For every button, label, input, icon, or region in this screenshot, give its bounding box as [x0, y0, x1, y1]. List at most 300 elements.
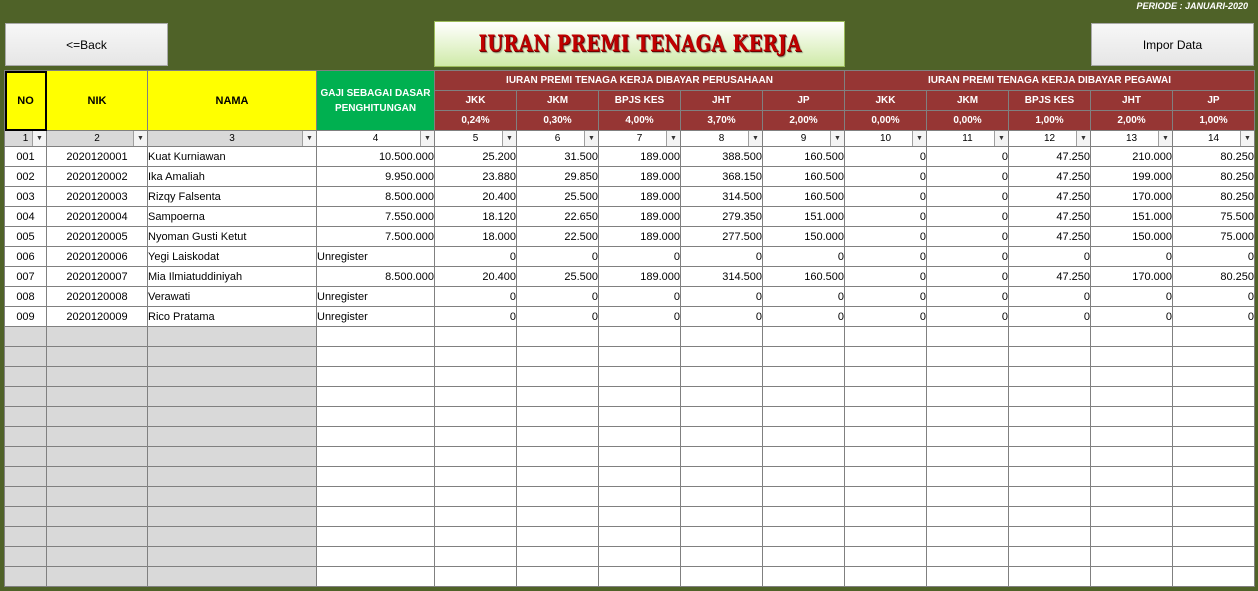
table-cell[interactable]: 80.250 [1173, 147, 1255, 167]
empty-cell[interactable] [1173, 567, 1255, 587]
empty-cell[interactable] [599, 427, 681, 447]
empty-cell[interactable] [47, 447, 148, 467]
empty-cell[interactable] [927, 567, 1009, 587]
filter-dropdown-icon[interactable]: ▼ [502, 131, 516, 146]
table-cell[interactable]: 002 [5, 167, 47, 187]
table-cell[interactable]: 008 [5, 287, 47, 307]
table-cell[interactable]: 47.250 [1009, 187, 1091, 207]
table-cell[interactable]: 199.000 [1091, 167, 1173, 187]
table-cell[interactable]: Sampoerna [148, 207, 317, 227]
table-cell[interactable]: 29.850 [517, 167, 599, 187]
empty-cell[interactable] [47, 427, 148, 447]
empty-cell[interactable] [317, 547, 435, 567]
empty-cell[interactable] [435, 327, 517, 347]
empty-cell[interactable] [763, 347, 845, 367]
empty-cell[interactable] [435, 447, 517, 467]
header-pegawai-col-0[interactable]: JKK [845, 91, 927, 111]
empty-cell[interactable] [517, 487, 599, 507]
empty-cell[interactable] [599, 327, 681, 347]
empty-cell[interactable] [148, 327, 317, 347]
table-cell[interactable]: 20.400 [435, 267, 517, 287]
table-cell[interactable]: 0 [845, 187, 927, 207]
empty-cell[interactable] [763, 427, 845, 447]
empty-cell[interactable] [148, 347, 317, 367]
table-cell[interactable]: Yegi Laiskodat [148, 247, 317, 267]
table-cell[interactable]: 23.880 [435, 167, 517, 187]
empty-cell[interactable] [763, 467, 845, 487]
table-cell[interactable]: 75.000 [1173, 227, 1255, 247]
empty-cell[interactable] [599, 407, 681, 427]
empty-cell[interactable] [763, 487, 845, 507]
empty-cell[interactable] [927, 407, 1009, 427]
empty-cell[interactable] [927, 427, 1009, 447]
empty-cell[interactable] [148, 507, 317, 527]
header-pegawai-rate-4[interactable]: 1,00% [1173, 111, 1255, 131]
filter-dropdown-icon[interactable]: ▼ [32, 131, 46, 146]
empty-cell[interactable] [47, 327, 148, 347]
empty-cell[interactable] [599, 507, 681, 527]
empty-cell[interactable] [599, 447, 681, 467]
table-cell[interactable]: 150.000 [1091, 227, 1173, 247]
table-cell[interactable]: 47.250 [1009, 227, 1091, 247]
table-cell[interactable]: 160.500 [763, 147, 845, 167]
empty-cell[interactable] [1091, 407, 1173, 427]
header-perusahaan-rate-4[interactable]: 2,00% [763, 111, 845, 131]
table-cell[interactable]: 314.500 [681, 267, 763, 287]
table-cell[interactable]: 0 [845, 227, 927, 247]
empty-cell[interactable] [763, 507, 845, 527]
empty-cell[interactable] [927, 467, 1009, 487]
table-cell[interactable]: 0 [517, 307, 599, 327]
table-cell[interactable]: 0 [763, 307, 845, 327]
empty-cell[interactable] [1091, 507, 1173, 527]
table-cell[interactable]: 0 [845, 247, 927, 267]
empty-cell[interactable] [517, 547, 599, 567]
header-pegawai-rate-1[interactable]: 0,00% [927, 111, 1009, 131]
empty-cell[interactable] [927, 487, 1009, 507]
empty-cell[interactable] [1173, 387, 1255, 407]
table-cell[interactable]: 0 [1091, 247, 1173, 267]
table-cell[interactable]: 150.000 [763, 227, 845, 247]
empty-cell[interactable] [517, 427, 599, 447]
table-cell[interactable]: 279.350 [681, 207, 763, 227]
empty-cell[interactable] [1173, 507, 1255, 527]
table-cell[interactable]: 22.500 [517, 227, 599, 247]
empty-cell[interactable] [845, 507, 927, 527]
table-cell[interactable]: 0 [927, 247, 1009, 267]
table-cell[interactable]: 160.500 [763, 167, 845, 187]
empty-cell[interactable] [681, 567, 763, 587]
table-cell[interactable]: 0 [681, 287, 763, 307]
table-cell[interactable]: 0 [517, 247, 599, 267]
table-cell[interactable]: 22.650 [517, 207, 599, 227]
header-nik[interactable]: NIK [47, 71, 148, 131]
table-cell[interactable]: 80.250 [1173, 167, 1255, 187]
table-cell[interactable]: 0 [927, 207, 1009, 227]
table-cell[interactable]: Rizqy Falsenta [148, 187, 317, 207]
header-perusahaan-col-4[interactable]: JP [763, 91, 845, 111]
empty-cell[interactable] [5, 547, 47, 567]
table-cell[interactable]: 005 [5, 227, 47, 247]
table-cell[interactable]: 0 [435, 287, 517, 307]
empty-cell[interactable] [5, 367, 47, 387]
empty-cell[interactable] [148, 427, 317, 447]
empty-cell[interactable] [681, 467, 763, 487]
empty-cell[interactable] [5, 387, 47, 407]
empty-cell[interactable] [681, 487, 763, 507]
empty-cell[interactable] [148, 407, 317, 427]
table-cell[interactable]: 2020120001 [47, 147, 148, 167]
table-cell[interactable]: 2020120008 [47, 287, 148, 307]
empty-cell[interactable] [5, 507, 47, 527]
header-perusahaan-col-0[interactable]: JKK [435, 91, 517, 111]
empty-cell[interactable] [599, 547, 681, 567]
table-cell[interactable]: Mia Ilmiatuddiniyah [148, 267, 317, 287]
empty-cell[interactable] [763, 527, 845, 547]
empty-cell[interactable] [681, 447, 763, 467]
table-cell[interactable]: 0 [763, 247, 845, 267]
empty-cell[interactable] [763, 367, 845, 387]
table-cell[interactable]: 80.250 [1173, 267, 1255, 287]
header-no[interactable]: NO [5, 71, 47, 131]
empty-cell[interactable] [1009, 487, 1091, 507]
empty-cell[interactable] [681, 387, 763, 407]
table-cell[interactable]: 2020120005 [47, 227, 148, 247]
table-cell[interactable]: Unregister [317, 247, 435, 267]
table-cell[interactable]: 151.000 [763, 207, 845, 227]
empty-cell[interactable] [317, 567, 435, 587]
empty-cell[interactable] [317, 347, 435, 367]
empty-cell[interactable] [47, 407, 148, 427]
empty-cell[interactable] [681, 367, 763, 387]
table-cell[interactable]: 8.500.000 [317, 267, 435, 287]
filter-dropdown-icon[interactable]: ▼ [912, 131, 926, 146]
empty-cell[interactable] [5, 527, 47, 547]
empty-cell[interactable] [927, 387, 1009, 407]
empty-cell[interactable] [1091, 527, 1173, 547]
table-cell[interactable]: 2020120004 [47, 207, 148, 227]
empty-cell[interactable] [47, 367, 148, 387]
empty-cell[interactable] [1173, 327, 1255, 347]
empty-cell[interactable] [435, 407, 517, 427]
back-button[interactable]: <=Back [5, 23, 168, 66]
table-cell[interactable]: 0 [681, 307, 763, 327]
empty-cell[interactable] [1091, 447, 1173, 467]
table-cell[interactable]: 277.500 [681, 227, 763, 247]
empty-cell[interactable] [599, 567, 681, 587]
filter-dropdown-icon[interactable]: ▼ [748, 131, 762, 146]
empty-cell[interactable] [5, 407, 47, 427]
header-perusahaan-col-1[interactable]: JKM [517, 91, 599, 111]
empty-cell[interactable] [845, 327, 927, 347]
empty-cell[interactable] [763, 387, 845, 407]
empty-cell[interactable] [1009, 567, 1091, 587]
empty-cell[interactable] [317, 507, 435, 527]
empty-cell[interactable] [47, 487, 148, 507]
table-cell[interactable]: 170.000 [1091, 187, 1173, 207]
empty-cell[interactable] [1173, 527, 1255, 547]
table-cell[interactable]: 0 [599, 287, 681, 307]
empty-cell[interactable] [1009, 507, 1091, 527]
empty-cell[interactable] [845, 367, 927, 387]
table-cell[interactable]: 8.500.000 [317, 187, 435, 207]
table-cell[interactable]: 0 [599, 247, 681, 267]
filter-dropdown-icon[interactable]: ▼ [302, 131, 316, 146]
empty-cell[interactable] [599, 467, 681, 487]
empty-cell[interactable] [148, 387, 317, 407]
empty-cell[interactable] [1091, 547, 1173, 567]
empty-cell[interactable] [1009, 347, 1091, 367]
table-cell[interactable]: 189.000 [599, 147, 681, 167]
table-cell[interactable]: 170.000 [1091, 267, 1173, 287]
header-pegawai-col-3[interactable]: JHT [1091, 91, 1173, 111]
empty-cell[interactable] [845, 387, 927, 407]
table-cell[interactable]: 2020120009 [47, 307, 148, 327]
empty-cell[interactable] [1091, 347, 1173, 367]
empty-cell[interactable] [1009, 327, 1091, 347]
empty-cell[interactable] [47, 387, 148, 407]
empty-cell[interactable] [681, 507, 763, 527]
table-cell[interactable]: Rico Pratama [148, 307, 317, 327]
empty-cell[interactable] [435, 487, 517, 507]
filter-dropdown-icon[interactable]: ▼ [584, 131, 598, 146]
empty-cell[interactable] [435, 367, 517, 387]
table-cell[interactable]: 0 [599, 307, 681, 327]
table-cell[interactable]: 47.250 [1009, 267, 1091, 287]
empty-cell[interactable] [681, 427, 763, 447]
table-cell[interactable]: 210.000 [1091, 147, 1173, 167]
empty-cell[interactable] [845, 487, 927, 507]
empty-cell[interactable] [47, 347, 148, 367]
empty-cell[interactable] [317, 367, 435, 387]
table-cell[interactable]: 25.200 [435, 147, 517, 167]
empty-cell[interactable] [148, 467, 317, 487]
table-cell[interactable]: 2020120002 [47, 167, 148, 187]
empty-cell[interactable] [317, 387, 435, 407]
table-cell[interactable]: 0 [927, 267, 1009, 287]
empty-cell[interactable] [517, 407, 599, 427]
table-cell[interactable]: 0 [927, 167, 1009, 187]
table-cell[interactable]: 151.000 [1091, 207, 1173, 227]
empty-cell[interactable] [763, 407, 845, 427]
empty-cell[interactable] [1009, 467, 1091, 487]
table-cell[interactable]: 2020120006 [47, 247, 148, 267]
table-cell[interactable]: 0 [845, 307, 927, 327]
table-cell[interactable]: 47.250 [1009, 167, 1091, 187]
table-cell[interactable]: 18.120 [435, 207, 517, 227]
empty-cell[interactable] [435, 467, 517, 487]
empty-cell[interactable] [435, 507, 517, 527]
header-perusahaan-col-2[interactable]: BPJS KES [599, 91, 681, 111]
table-cell[interactable]: 0 [435, 307, 517, 327]
table-cell[interactable]: 001 [5, 147, 47, 167]
header-pegawai-col-1[interactable]: JKM [927, 91, 1009, 111]
table-cell[interactable]: 0 [1009, 307, 1091, 327]
table-cell[interactable]: 189.000 [599, 167, 681, 187]
empty-cell[interactable] [5, 447, 47, 467]
table-cell[interactable]: 20.400 [435, 187, 517, 207]
empty-cell[interactable] [599, 387, 681, 407]
header-pegawai-col-2[interactable]: BPJS KES [1009, 91, 1091, 111]
table-cell[interactable]: 0 [845, 167, 927, 187]
empty-cell[interactable] [927, 327, 1009, 347]
empty-cell[interactable] [5, 347, 47, 367]
empty-cell[interactable] [1091, 387, 1173, 407]
empty-cell[interactable] [1173, 467, 1255, 487]
empty-cell[interactable] [5, 327, 47, 347]
empty-cell[interactable] [435, 387, 517, 407]
table-cell[interactable]: 47.250 [1009, 147, 1091, 167]
empty-cell[interactable] [1091, 327, 1173, 347]
empty-cell[interactable] [763, 547, 845, 567]
empty-cell[interactable] [435, 547, 517, 567]
empty-cell[interactable] [1173, 347, 1255, 367]
table-cell[interactable]: 0 [1091, 307, 1173, 327]
empty-cell[interactable] [47, 547, 148, 567]
header-pegawai[interactable]: IURAN PREMI TENAGA KERJA DIBAYAR PEGAWAI [845, 71, 1255, 91]
empty-cell[interactable] [517, 367, 599, 387]
empty-cell[interactable] [148, 447, 317, 467]
empty-cell[interactable] [927, 367, 1009, 387]
empty-cell[interactable] [148, 547, 317, 567]
empty-cell[interactable] [148, 487, 317, 507]
empty-cell[interactable] [845, 527, 927, 547]
empty-cell[interactable] [845, 547, 927, 567]
table-cell[interactable]: 9.950.000 [317, 167, 435, 187]
filter-dropdown-icon[interactable]: ▼ [994, 131, 1008, 146]
header-perusahaan-rate-0[interactable]: 0,24% [435, 111, 517, 131]
empty-cell[interactable] [681, 547, 763, 567]
empty-cell[interactable] [599, 347, 681, 367]
empty-cell[interactable] [845, 347, 927, 367]
empty-cell[interactable] [5, 427, 47, 447]
table-cell[interactable]: 388.500 [681, 147, 763, 167]
table-cell[interactable]: 0 [1173, 307, 1255, 327]
empty-cell[interactable] [435, 427, 517, 447]
table-cell[interactable]: 0 [927, 147, 1009, 167]
table-cell[interactable]: 0 [763, 287, 845, 307]
filter-dropdown-icon[interactable]: ▼ [1158, 131, 1172, 146]
empty-cell[interactable] [517, 567, 599, 587]
empty-cell[interactable] [1009, 367, 1091, 387]
table-cell[interactable]: 0 [1009, 287, 1091, 307]
table-cell[interactable]: 0 [927, 287, 1009, 307]
table-cell[interactable]: 314.500 [681, 187, 763, 207]
table-cell[interactable]: 368.150 [681, 167, 763, 187]
empty-cell[interactable] [435, 347, 517, 367]
empty-cell[interactable] [1009, 447, 1091, 467]
table-cell[interactable]: 0 [1009, 247, 1091, 267]
empty-cell[interactable] [763, 327, 845, 347]
empty-cell[interactable] [599, 527, 681, 547]
empty-cell[interactable] [517, 387, 599, 407]
empty-cell[interactable] [148, 527, 317, 547]
empty-cell[interactable] [1173, 447, 1255, 467]
empty-cell[interactable] [317, 427, 435, 447]
empty-cell[interactable] [317, 487, 435, 507]
table-cell[interactable]: 0 [927, 307, 1009, 327]
empty-cell[interactable] [517, 447, 599, 467]
empty-cell[interactable] [1173, 547, 1255, 567]
header-perusahaan-col-3[interactable]: JHT [681, 91, 763, 111]
empty-cell[interactable] [1009, 407, 1091, 427]
empty-cell[interactable] [845, 467, 927, 487]
empty-cell[interactable] [681, 327, 763, 347]
table-cell[interactable]: 004 [5, 207, 47, 227]
empty-cell[interactable] [1091, 487, 1173, 507]
filter-dropdown-icon[interactable]: ▼ [1076, 131, 1090, 146]
table-cell[interactable]: 18.000 [435, 227, 517, 247]
header-gaji[interactable]: GAJI SEBAGAI DASAR PENGHITUNGAN [317, 71, 435, 131]
header-perusahaan-rate-2[interactable]: 4,00% [599, 111, 681, 131]
table-cell[interactable]: 75.500 [1173, 207, 1255, 227]
empty-cell[interactable] [681, 347, 763, 367]
table-cell[interactable]: 7.500.000 [317, 227, 435, 247]
filter-dropdown-icon[interactable]: ▼ [830, 131, 844, 146]
table-cell[interactable]: 25.500 [517, 267, 599, 287]
table-cell[interactable]: 0 [845, 207, 927, 227]
table-cell[interactable]: 189.000 [599, 227, 681, 247]
empty-cell[interactable] [1009, 547, 1091, 567]
empty-cell[interactable] [927, 347, 1009, 367]
empty-cell[interactable] [148, 567, 317, 587]
empty-cell[interactable] [1009, 427, 1091, 447]
header-pegawai-rate-0[interactable]: 0,00% [845, 111, 927, 131]
empty-cell[interactable] [317, 327, 435, 347]
table-cell[interactable]: Unregister [317, 307, 435, 327]
table-cell[interactable]: 0 [845, 267, 927, 287]
empty-cell[interactable] [599, 367, 681, 387]
empty-cell[interactable] [47, 527, 148, 547]
table-cell[interactable]: 2020120003 [47, 187, 148, 207]
table-cell[interactable]: Verawati [148, 287, 317, 307]
table-cell[interactable]: 006 [5, 247, 47, 267]
table-cell[interactable]: Kuat Kurniawan [148, 147, 317, 167]
empty-cell[interactable] [5, 567, 47, 587]
header-pegawai-rate-3[interactable]: 2,00% [1091, 111, 1173, 131]
empty-cell[interactable] [317, 527, 435, 547]
table-cell[interactable]: 0 [1173, 247, 1255, 267]
empty-cell[interactable] [517, 327, 599, 347]
empty-cell[interactable] [435, 567, 517, 587]
empty-cell[interactable] [5, 487, 47, 507]
empty-cell[interactable] [927, 447, 1009, 467]
empty-cell[interactable] [927, 507, 1009, 527]
filter-dropdown-icon[interactable]: ▼ [1240, 131, 1254, 146]
table-cell[interactable]: 0 [927, 227, 1009, 247]
table-cell[interactable]: 189.000 [599, 187, 681, 207]
impor-data-button[interactable]: Impor Data [1091, 23, 1254, 66]
empty-cell[interactable] [1173, 367, 1255, 387]
empty-cell[interactable] [47, 507, 148, 527]
empty-cell[interactable] [1091, 427, 1173, 447]
empty-cell[interactable] [1173, 407, 1255, 427]
table-cell[interactable]: 003 [5, 187, 47, 207]
header-pegawai-col-4[interactable]: JP [1173, 91, 1255, 111]
table-cell[interactable]: 25.500 [517, 187, 599, 207]
empty-cell[interactable] [517, 527, 599, 547]
filter-dropdown-icon[interactable]: ▼ [666, 131, 680, 146]
empty-cell[interactable] [1091, 367, 1173, 387]
empty-cell[interactable] [317, 407, 435, 427]
table-cell[interactable]: 0 [435, 247, 517, 267]
empty-cell[interactable] [1009, 527, 1091, 547]
empty-cell[interactable] [1091, 467, 1173, 487]
table-cell[interactable]: 007 [5, 267, 47, 287]
empty-cell[interactable] [845, 427, 927, 447]
empty-cell[interactable] [5, 467, 47, 487]
table-cell[interactable]: 189.000 [599, 207, 681, 227]
